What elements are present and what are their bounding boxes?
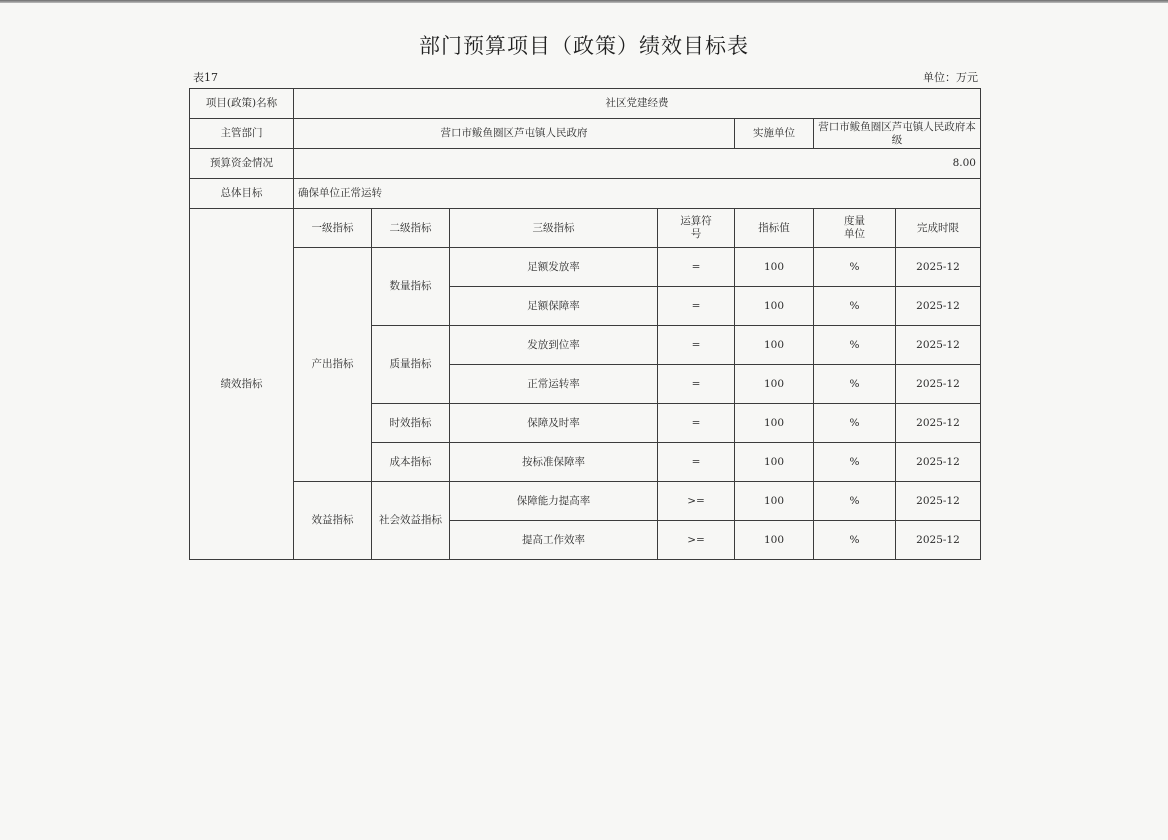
indicator-name: 保障及时率	[450, 404, 658, 443]
header-level2: 二级指标	[372, 209, 450, 248]
indicator-op: =	[658, 326, 735, 365]
header-value: 指标值	[735, 209, 814, 248]
indicator-name: 正常运转率	[450, 365, 658, 404]
subgroup-timeliness: 时效指标	[372, 404, 450, 443]
indicator-unit: %	[814, 443, 896, 482]
table-row	[190, 482, 981, 521]
indicator-name: 足额保障率	[450, 287, 658, 326]
dept-label: 主管部门	[190, 119, 294, 149]
table-number: 表17	[193, 71, 218, 84]
table-row	[190, 248, 981, 287]
page-title: 部门预算项目（政策）绩效目标表	[419, 34, 749, 58]
budget-label: 预算资金情况	[190, 149, 294, 179]
indicator-value: 100	[735, 404, 814, 443]
header-level3: 三级指标	[450, 209, 658, 248]
indicator-unit: %	[814, 482, 896, 521]
header-level1: 一级指标	[294, 209, 372, 248]
indicator-op: =	[658, 443, 735, 482]
indicator-unit: %	[814, 287, 896, 326]
indicator-op: =	[658, 248, 735, 287]
group-output: 产出指标	[294, 248, 372, 482]
indicator-unit: %	[814, 365, 896, 404]
goal-value: 确保单位正常运转	[294, 179, 981, 209]
header-unit: 度量单位	[814, 209, 896, 248]
project-name-row	[190, 89, 981, 119]
indicator-op: =	[658, 287, 735, 326]
indicator-deadline: 2025-12	[896, 248, 981, 287]
indicator-name: 足额发放率	[450, 248, 658, 287]
subgroup-social: 社会效益指标	[372, 482, 450, 560]
budget-row	[190, 149, 981, 179]
indicator-value: 100	[735, 482, 814, 521]
impl-value: 营口市鲅鱼圈区芦屯镇人民政府本级	[814, 119, 981, 149]
perf-section-label: 绩效指标	[190, 209, 294, 560]
indicator-value: 100	[735, 287, 814, 326]
indicator-op: >=	[658, 521, 735, 560]
indicator-value: 100	[735, 443, 814, 482]
indicator-name: 提高工作效率	[450, 521, 658, 560]
header-op: 运算符号	[658, 209, 735, 248]
indicator-op: =	[658, 404, 735, 443]
indicator-deadline: 2025-12	[896, 443, 981, 482]
department-row	[190, 119, 981, 149]
indicator-deadline: 2025-12	[896, 404, 981, 443]
scan-edge	[0, 0, 1168, 3]
indicator-op: >=	[658, 482, 735, 521]
indicator-name: 保障能力提高率	[450, 482, 658, 521]
indicator-deadline: 2025-12	[896, 482, 981, 521]
indicator-deadline: 2025-12	[896, 521, 981, 560]
indicator-unit: %	[814, 521, 896, 560]
impl-label: 实施单位	[735, 119, 814, 149]
indicator-name: 发放到位率	[450, 326, 658, 365]
indicator-value: 100	[735, 248, 814, 287]
performance-target-table	[189, 88, 981, 560]
group-benefit: 效益指标	[294, 482, 372, 560]
project-name-label: 项目(政策)名称	[190, 89, 294, 119]
indicator-value: 100	[735, 365, 814, 404]
subgroup-quality: 质量指标	[372, 326, 450, 404]
indicator-unit: %	[814, 248, 896, 287]
indicator-deadline: 2025-12	[896, 326, 981, 365]
dept-value: 营口市鲅鱼圈区芦屯镇人民政府	[294, 119, 735, 149]
unit-label: 单位：万元	[923, 71, 978, 84]
goal-row	[190, 179, 981, 209]
budget-value: 8.00	[294, 149, 981, 179]
project-name-value: 社区党建经费	[294, 89, 981, 119]
subgroup-quantity: 数量指标	[372, 248, 450, 326]
indicator-op: =	[658, 365, 735, 404]
header-row	[190, 209, 981, 248]
indicator-deadline: 2025-12	[896, 365, 981, 404]
indicator-unit: %	[814, 404, 896, 443]
indicator-unit: %	[814, 326, 896, 365]
indicator-deadline: 2025-12	[896, 287, 981, 326]
indicator-name: 按标准保障率	[450, 443, 658, 482]
indicator-value: 100	[735, 521, 814, 560]
indicator-value: 100	[735, 326, 814, 365]
subgroup-cost: 成本指标	[372, 443, 450, 482]
header-deadline: 完成时限	[896, 209, 981, 248]
goal-label: 总体目标	[190, 179, 294, 209]
